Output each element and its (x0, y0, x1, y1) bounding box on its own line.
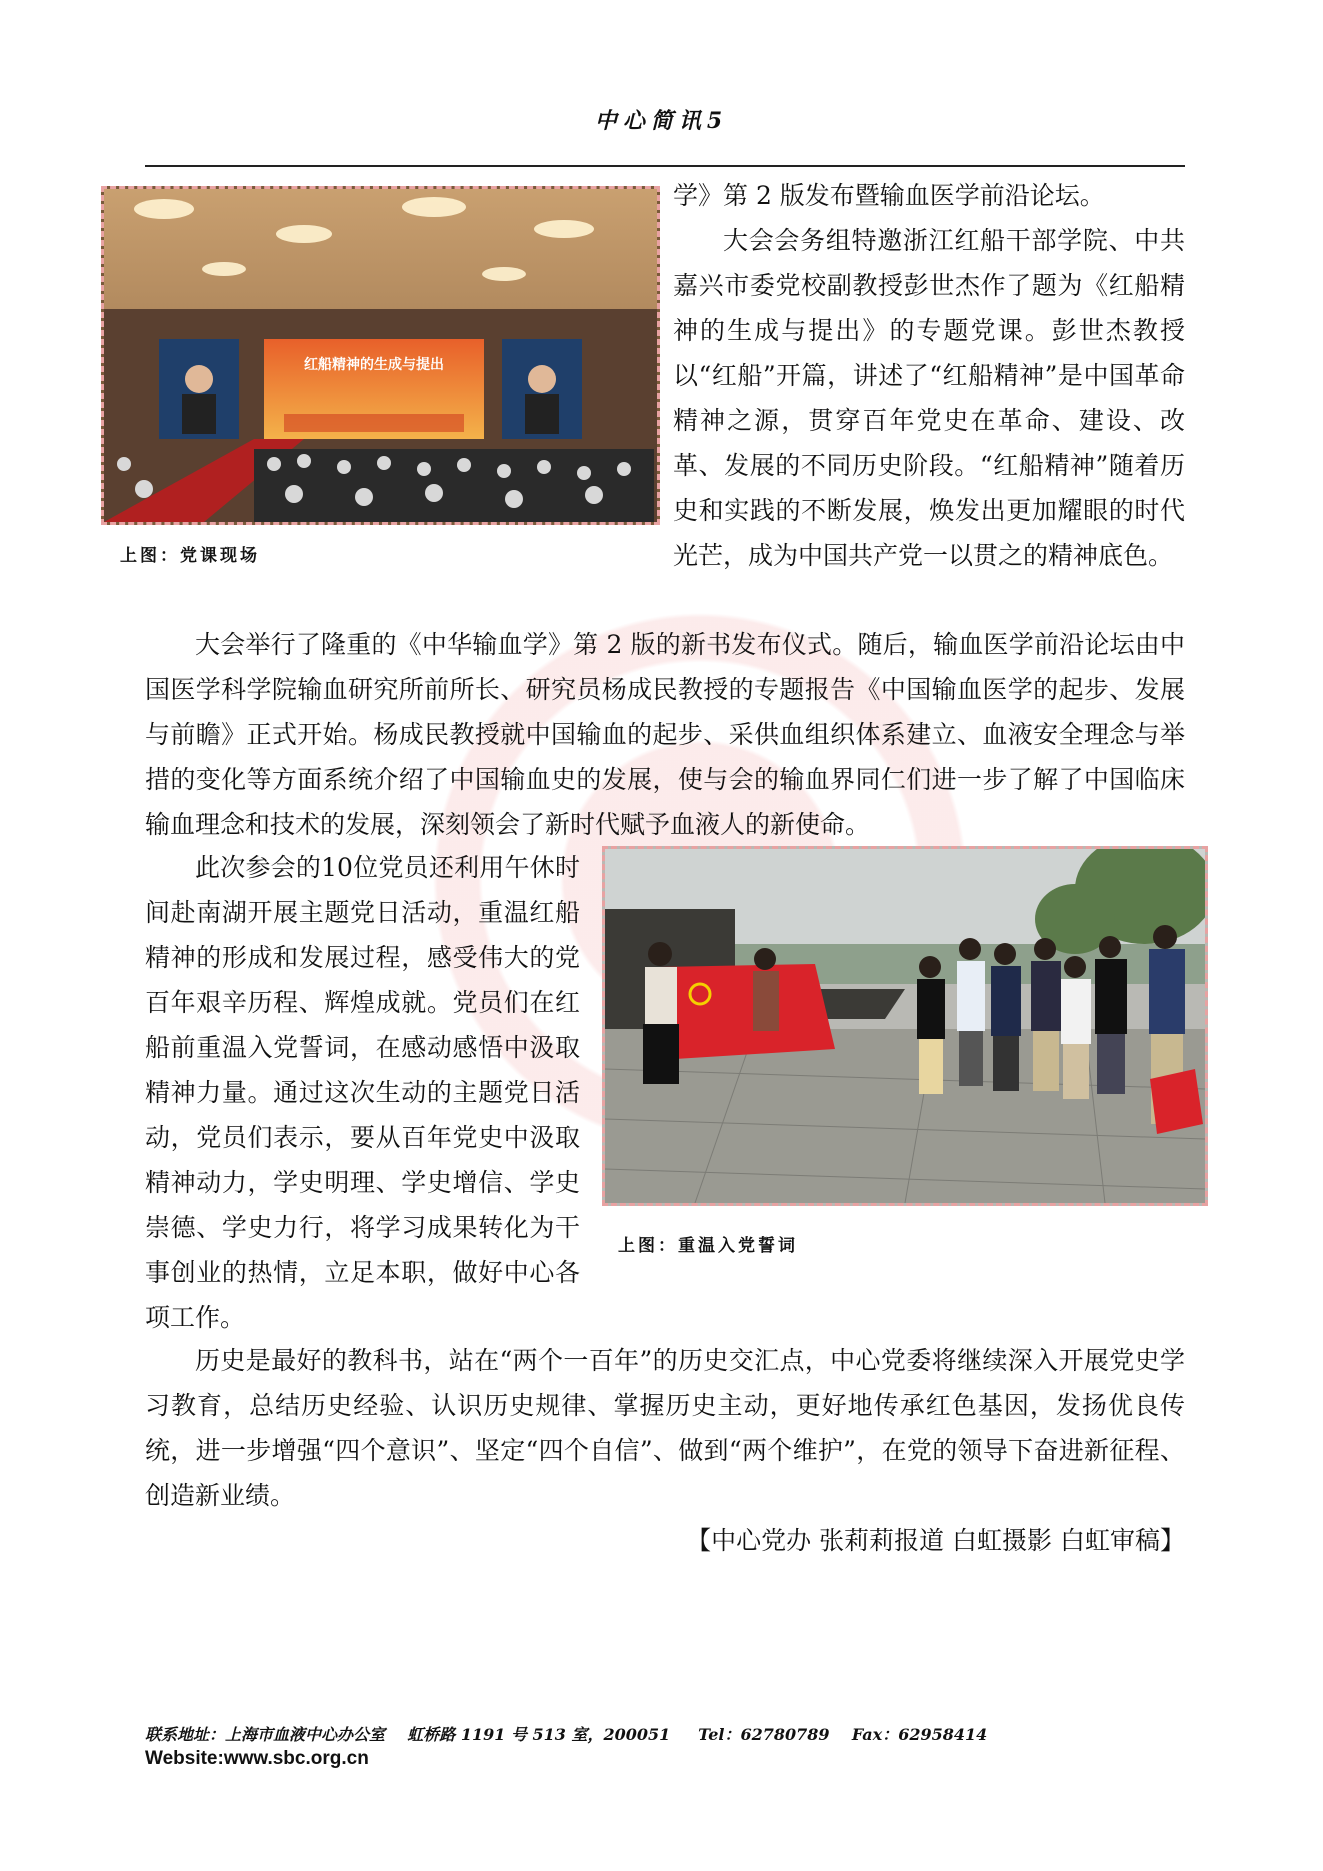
newsletter-title: 中心简讯5 (594, 108, 729, 134)
footer-website: Website:www.sbc.org.cn (145, 1748, 369, 1769)
paragraph-4: 此次参会的10位党员还利用午休时间赴南湖开展主题党日活动，重温红船精神的形成和发展过程，感受伟大的党百年艰辛历程、辉煌成就。党员们在红船前重温入党誓词，在感动感悟中汲取精神力量。通过这次生动的主题党日活动，党员们表示，要从百年党史中汲取精神动力，学史明理、学史增信、学史崇德、学史力行，将学习成果转化为干事创业的热情，立足本职，做好中心各项工作。 (145, 853, 580, 1332)
paragraph-2: 大会会务组特邀浙江红船干部学院、中共嘉兴市委党校副教授彭世杰作了题为《红船精神的生成与提出》的专题党课。彭世杰教授以“红船”开篇，讲述了“红船精神”是中国革命精神之源，贯穿百年党史在革命、建设、改革、发展的不同历史阶段。“红船精神”随着历史和实践的不断发展，焕发出更加耀眼的时代光芒，成为中国共产党一以贯之的精神底色。 (673, 226, 1185, 570)
photo-lecture-scene (101, 186, 660, 525)
photo-caption-2: 上图：重温入党誓词 (618, 1236, 798, 1256)
paragraph-3: 大会举行了隆重的《中华输血学》第 2 版的新书发布仪式。随后，输血医学前沿论坛由中国医学科学院输血研究所前所长、研究员杨成民教授的专题报告《中国输血医学的起步、发展与前瞻》正式开始。杨成民教授就中国输血的起步、采供血组织体系建立、血液安全理念与举措的变化等方面系统介绍了中国输血史的发展，使与会的输血界同仁们进一步了解了中国临床输血理念和技术的发展，深刻领会了新时代赋予血液人的新使命。 (145, 630, 1185, 839)
lecture-hall-illustration (104, 189, 657, 522)
photo-caption-1: 上图：党课现场 (120, 546, 260, 566)
paragraph-1: 学》第 2 版发布暨输血医学前沿论坛。 (673, 181, 1105, 210)
lecture-screen-title: 红船精神的生成与提出 (304, 357, 444, 373)
photo-oath-ceremony (602, 846, 1208, 1206)
oath-ceremony-illustration (605, 849, 1205, 1203)
header-divider (145, 165, 1185, 167)
footer-address: 联系地址：上海市血液中心办公室 虹桥路 1191 号 513 室，200051 Tel：62780789 Fax：62958414 (145, 1725, 988, 1744)
article-credit: 【中心党办 张莉莉报道 白虹摄影 白虹审稿】 (686, 1526, 1185, 1555)
paragraph-5: 历史是最好的教科书，站在“两个一百年”的历史交汇点，中心党委将继续深入开展党史学习教育，总结历史经验、认识历史规律、掌握历史主动，更好地传承红色基因，发扬优良传统，进一步增强“四个意识”、坚定“四个自信”、做到“两个维护”，在党的领导下奋进新征程、创造新业绩。 (145, 1346, 1185, 1510)
